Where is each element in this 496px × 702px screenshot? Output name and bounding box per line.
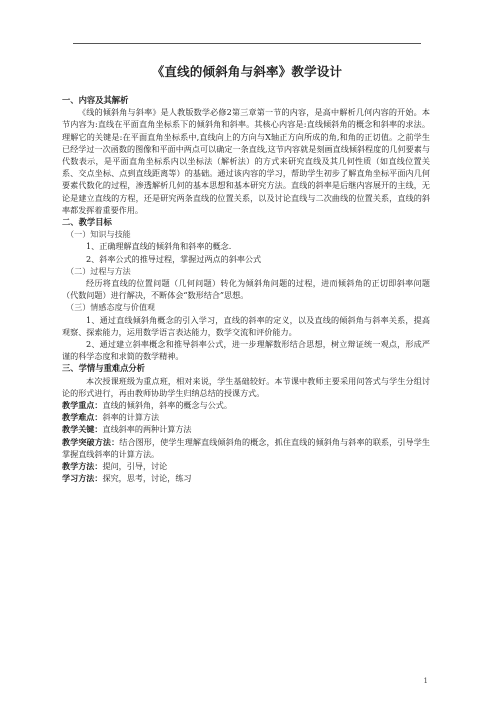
document-title: 《直线的倾斜角与斜率》教学设计 [151, 64, 343, 79]
key-row [62, 423, 430, 435]
section-heading-3: 三、学情与重难点分析 [62, 363, 145, 374]
difficulty-row [62, 411, 430, 423]
attitude-paragraph-1: 1、通过直线倾斜角概念的引入学习，直线的斜率的定义，以及直线的倾斜角与斜率关系，提高观察、探索能力，运用数学语言表达能力，数学交流和评价能力。 [62, 314, 430, 337]
section-heading-2: 二、教学目标 [62, 217, 112, 228]
section-heading-1: 一、内容及其解析 [62, 95, 129, 105]
breakthrough-value: 结合图形，使学生理解直线倾斜角的概念，抓住直线的倾斜角与斜率的联系，引导学生掌握直线斜率的计算方法。 [62, 436, 430, 459]
key-label: 教学关键： [62, 424, 103, 435]
learning-method-row [62, 472, 430, 484]
subheading-knowledge: （一）知识与技能 [66, 229, 131, 240]
key-point-value: 直线的倾斜角，斜率的概念与公式。 [102, 400, 232, 411]
breakthrough-row [62, 436, 430, 460]
header-rule [73, 43, 421, 44]
key-point-row [62, 399, 430, 411]
learning-method-value: 探究，思考，讨论，练习 [102, 473, 192, 484]
section-3-paragraph: 本次授课班级为重点班，相对来说，学生基础较好。本节课中教师主要采用问答式与学生分组讨论的形式进行，再由教师协助学生归纳总结的授课方式。 [62, 375, 430, 398]
section-1-paragraph: 《线的倾斜角与斜率》是人教版数学必修2第三章第一节的内容，是高中解析几何内容的开始。本节内容为:直线在平面直角坐标系下的倾斜角和斜率。其核心内容是:直线倾斜角的概念和斜率的求法。理解它的关键是:在平面直角坐标系中,直线向上的方向与X轴正方向所成的角,和角的正切值。之前学生已经学过一次函数的图像和平面中两点可以确定一条直线,这节内容就是刻画直线倾斜程度的几何要素与代数表示，是平面直角坐标系内以坐标法（解析法）的方式来研究直线及其几何性质（如直线位置关系、交点坐标、点到直线距离等）的基础。通过该内容的学习，帮助学生初步了解直角坐标平面内几何要素代数化的过程，渗透解析几何的基本思想和基本研究方法。直线的斜率是后继内容展开的主线，无论是建立直线的方程，还是研究两条直线的位置关系，以及讨论直线与二次曲线的位置关系，直线的斜率都发挥着重要作用。 [62, 107, 430, 215]
process-paragraph: 经历将直线的位置问题（几何问题）转化为倾斜角问题的过程，进而倾斜角的正切即斜率问题（代数问题）进行解决，不断体会“数形结合”思想。 [62, 278, 430, 301]
attitude-paragraph-2: 2、通过建立斜率概念和推导斜率公式，进一步理解数形结合思想，树立辩证统一观点，形成严谨的科学态度和求简的数学精神。 [62, 339, 430, 362]
learning-method-label: 学习方法： [62, 473, 103, 484]
key-point-label: 教学重点： [62, 400, 103, 411]
teaching-method-row [62, 460, 430, 472]
subheading-attitude: （三）情感态度与价值观 [66, 302, 156, 313]
page-number: 1 [423, 677, 428, 685]
document-body [62, 94, 430, 485]
subheading-process: （二）过程与方法 [66, 265, 131, 276]
goal-item-2: 2、斜率公式的推导过程，掌握过两点的斜率公式 [86, 253, 262, 264]
key-value: 直线斜率的两种计算方法 [102, 424, 192, 435]
difficulty-label: 教学难点： [62, 412, 103, 423]
difficulty-value: 斜率的计算方法 [102, 412, 160, 423]
teaching-method-label: 教学方法： [62, 461, 103, 472]
teaching-method-value: 提问，引导，讨论 [102, 461, 168, 472]
breakthrough-label: 教学突破方法： [62, 436, 120, 447]
goal-item-1: 1、正确理解直线的倾斜角和斜率的概念. [86, 241, 232, 252]
